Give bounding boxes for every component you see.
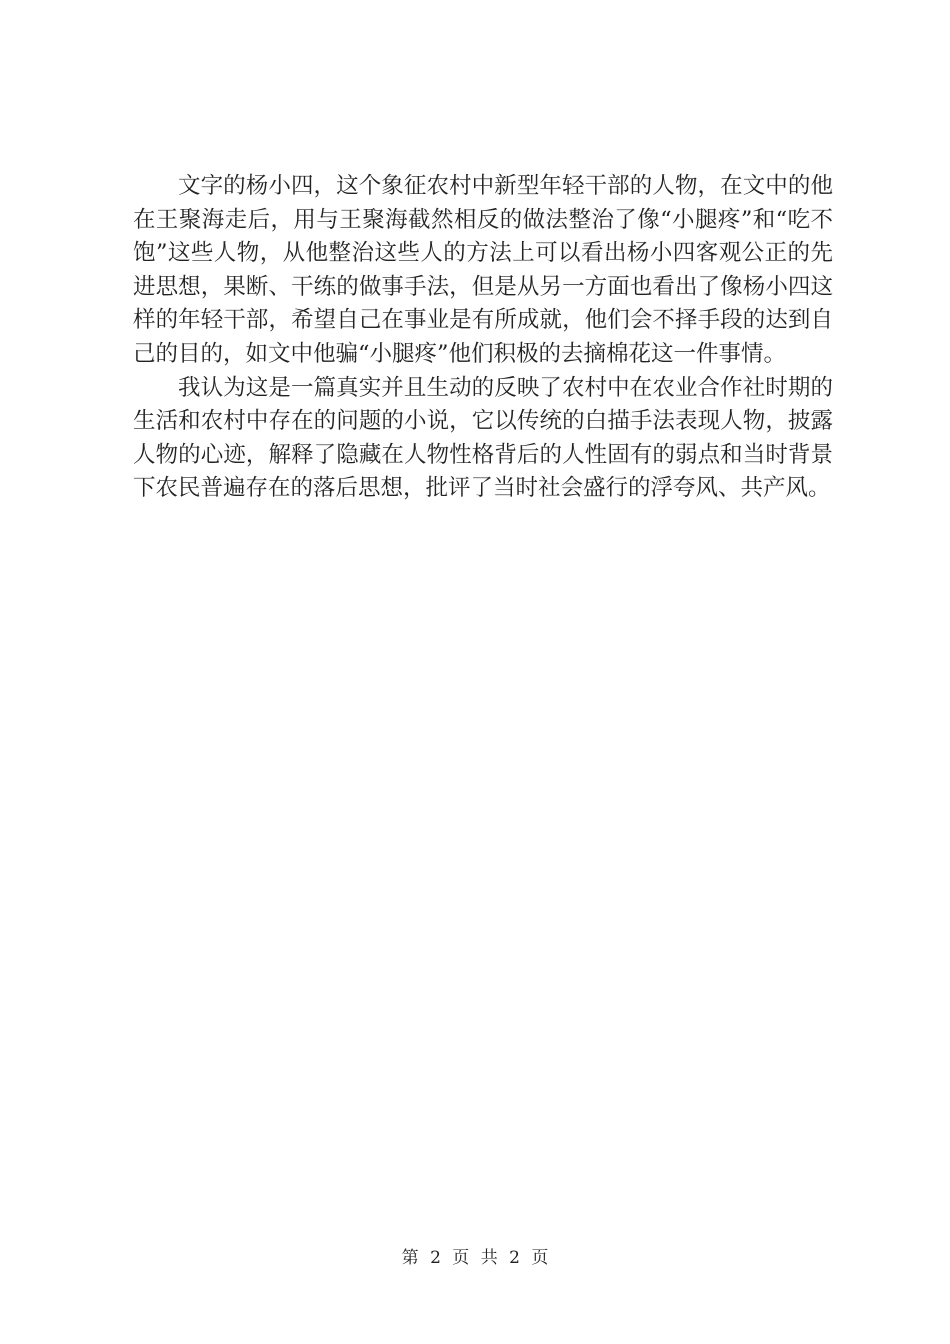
paragraph-1: 文字的杨小四，这个象征农村中新型年轻干部的人物，在文中的他在王聚海走后，用与王聚海截然相反的做法整治了像“小腿疼”和“吃不饱”这些人物，从他整治这些人的方法上可以看出杨小四客观公正的先进思想，果断、干练的做事手法，但是从另一方面也看出了像杨小四这样的年轻干部，希望自己在事业是有所成就，他们会不择手段的达到自己的目的，如文中他骗“小腿疼”他们积极的去摘棉花这一件事情。	[133, 173, 833, 367]
paragraph-2: 我认为这是一篇真实并且生动的反映了农村中在农业合作社时期的生活和农村中存在的问题的小说，它以传统的白描手法表现人物，披露人物的心迹，解释了隐藏在人物性格背后的人性固有的弱点和当时背景下农民普遍存在的落后思想，批评了当时社会盛行的浮夸风、共产风。	[133, 374, 833, 502]
page-footer: 第 2 页 共 2 页	[401, 1248, 549, 1268]
document-body	[133, 170, 833, 506]
